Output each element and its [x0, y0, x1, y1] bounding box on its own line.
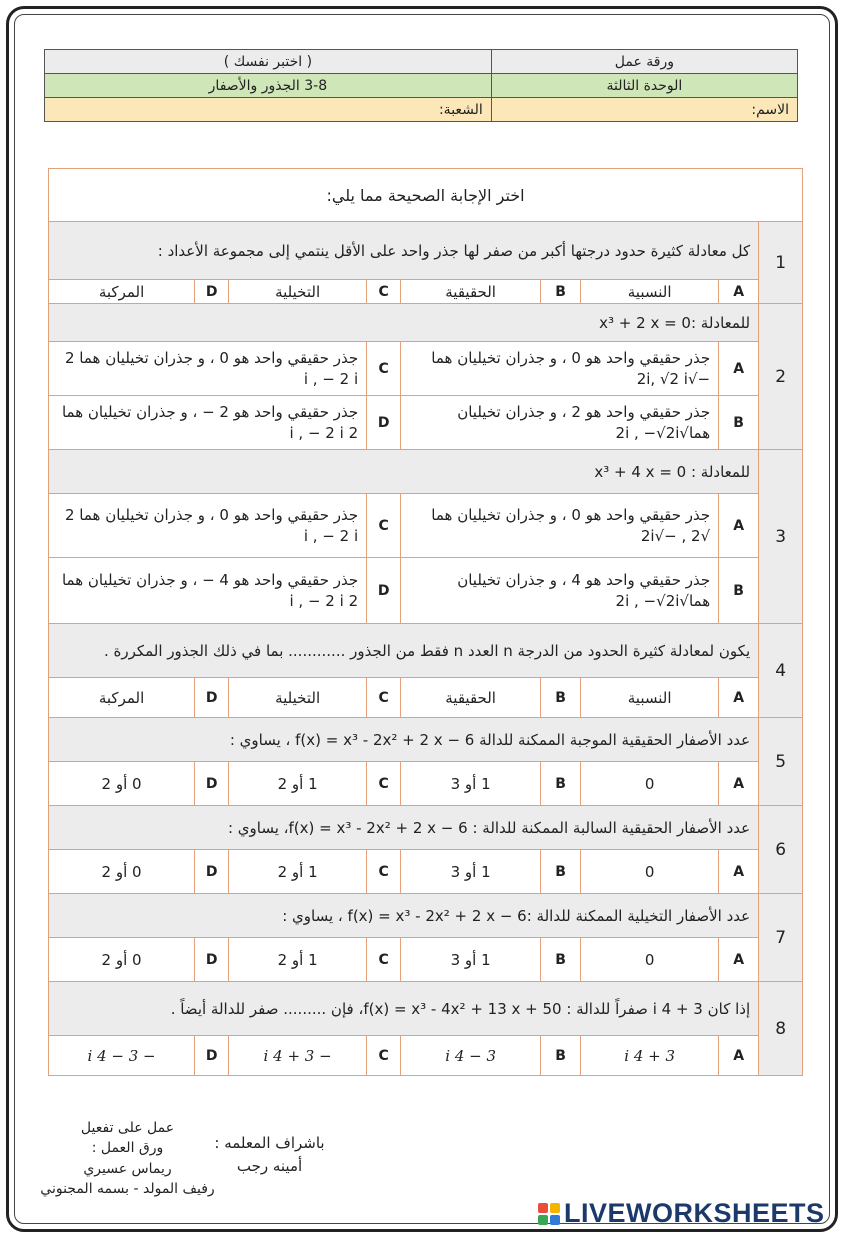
test-yourself-label: ( اختبر نفسك )	[45, 50, 492, 74]
question-number: 1	[759, 222, 803, 304]
question-text: عدد الأصفار الحقيقية السالبة الممكنة للدالة : f(x) = x³ - 2x² + 2 x − 6، يساوي :	[49, 806, 759, 850]
option-letter-d: D	[367, 558, 401, 624]
option-letter-b: B	[541, 280, 581, 304]
option-c[interactable]: 1 أو 2	[229, 762, 367, 806]
option-b[interactable]: جذر حقيقي واحد هو 4 ، و جذران تخيليان هما√2i , −√2i	[401, 558, 719, 624]
option-letter-c: C	[367, 1036, 401, 1076]
option-d[interactable]: 0 أو 2	[49, 938, 195, 982]
question-number: 6	[759, 806, 803, 894]
option-letter-b: B	[541, 938, 581, 982]
option-letter-a: A	[719, 762, 759, 806]
option-letter-a: A	[719, 1036, 759, 1076]
liveworksheets-logo[interactable]	[538, 1198, 825, 1229]
section-field[interactable]: الشعبة:	[45, 98, 492, 122]
option-letter-c: C	[367, 938, 401, 982]
option-c[interactable]: 1 أو 2	[229, 938, 367, 982]
option-letter-c: C	[367, 850, 401, 894]
question-number: 3	[759, 450, 803, 624]
option-a[interactable]: 0	[581, 762, 719, 806]
logo-text: LIVEWORKSHEETS	[564, 1198, 825, 1228]
option-c[interactable]: جذر حقيقي واحد هو 0 ، و جذران تخيليان هما 2 i , − 2 i	[49, 494, 367, 558]
option-letter-c: C	[367, 762, 401, 806]
name-field[interactable]: الاسم:	[491, 98, 797, 122]
option-letter-d: D	[195, 280, 229, 304]
option-d[interactable]: المركبة	[49, 280, 195, 304]
option-b[interactable]: 1 أو 3	[401, 762, 541, 806]
option-letter-d: D	[195, 762, 229, 806]
credits-teacher	[212, 1132, 327, 1177]
option-letter-a: A	[719, 494, 759, 558]
credits-line: رفيف المولد - بسمه المجنوني	[40, 1180, 215, 1197]
option-b[interactable]: جذر حقيقي واحد هو 2 ، و جذران تخيليان هما√2i , −√2i	[401, 396, 719, 450]
instruction: اختر الإجابة الصحيحة مما يلي:	[49, 169, 803, 222]
credits-line: ريماس عسيري	[83, 1160, 172, 1177]
questions-table	[48, 168, 803, 1076]
option-letter-b: B	[541, 1036, 581, 1076]
option-letter-c: C	[367, 494, 401, 558]
option-letter-d: D	[195, 850, 229, 894]
worksheet-label: ورقة عمل	[491, 50, 797, 74]
logo-icon	[538, 1203, 560, 1225]
option-a[interactable]: 0	[581, 850, 719, 894]
option-b[interactable]: الحقيقية	[401, 280, 541, 304]
option-letter-d: D	[367, 396, 401, 450]
option-letter-a: A	[719, 850, 759, 894]
question-text: كل معادلة كثيرة حدود درجتها أكبر من صفر لها جذر واحد على الأقل ينتمي إلى مجموعة الأعداد :	[49, 222, 759, 280]
option-a[interactable]: جذر حقيقي واحد هو 0 ، و جذران تخيليان هما −√2i, √2 i	[401, 342, 719, 396]
option-b[interactable]: 1 أو 3	[401, 850, 541, 894]
credits-line: أمينه رجب	[236, 1156, 303, 1175]
option-d[interactable]: المركبة	[49, 678, 195, 718]
lesson-title: 3-8 الجذور والأصفار	[45, 74, 492, 98]
option-a[interactable]: 3 + 4 i	[581, 1036, 719, 1076]
option-letter-a: A	[719, 938, 759, 982]
header-table	[44, 49, 798, 122]
option-a[interactable]: 0	[581, 938, 719, 982]
question-text: إذا كان 3 + 4 i صفراً للدالة : f(x) = x³ - 4x² + 13 x + 50، فإن ......... صفر للدالة أيضاً .	[49, 982, 759, 1036]
credits-line: ورق العمل :	[91, 1140, 164, 1157]
option-b[interactable]: 3 − 4 i	[401, 1036, 541, 1076]
option-c[interactable]: − 3 + 4 i	[229, 1036, 367, 1076]
question-text: للمعادلة : x³ + 4 x = 0	[49, 450, 759, 494]
unit-label: الوحدة الثالثة	[491, 74, 797, 98]
credits-line: عمل على تفعيل	[80, 1120, 175, 1136]
option-d[interactable]: 0 أو 2	[49, 762, 195, 806]
question-number: 2	[759, 304, 803, 450]
option-b[interactable]: الحقيقية	[401, 678, 541, 718]
question-number: 4	[759, 624, 803, 718]
option-letter-b: B	[719, 558, 759, 624]
option-letter-d: D	[195, 678, 229, 718]
question-number: 8	[759, 982, 803, 1076]
option-letter-a: A	[719, 342, 759, 396]
question-text: يكون لمعادلة كثيرة الحدود من الدرجة n العدد n فقط من الجذور ............ بما في ذلك الجذور المكررة .	[49, 624, 759, 678]
question-text: عدد الأصفار التخيلية الممكنة للدالة :f(x) = x³ - 2x² + 2 x − 6 ، يساوي :	[49, 894, 759, 938]
option-letter-c: C	[367, 678, 401, 718]
option-d[interactable]: 0 أو 2	[49, 850, 195, 894]
option-c[interactable]: التخيلية	[229, 678, 367, 718]
option-a[interactable]: النسبية	[581, 280, 719, 304]
option-d[interactable]: جذر حقيقي واحد هو 2 − ، و جذران تخيليان هما 2 i , − 2 i	[49, 396, 367, 450]
credits-students	[40, 1118, 215, 1199]
option-letter-b: B	[541, 678, 581, 718]
option-d[interactable]: − 3 − 4 i	[49, 1036, 195, 1076]
option-letter-b: B	[719, 396, 759, 450]
credits-line: باشراف المعلمه :	[214, 1134, 325, 1152]
question-text: عدد الأصفار الحقيقية الموجبة الممكنة للدالة f(x) = x³ - 2x² + 2 x − 6 ، يساوي :	[49, 718, 759, 762]
option-b[interactable]: 1 أو 3	[401, 938, 541, 982]
option-letter-b: B	[541, 762, 581, 806]
question-number: 7	[759, 894, 803, 982]
option-d[interactable]: جذر حقيقي واحد هو 4 − ، و جذران تخيليان هما 2 i , − 2 i	[49, 558, 367, 624]
option-letter-d: D	[195, 1036, 229, 1076]
option-letter-a: A	[719, 280, 759, 304]
option-letter-d: D	[195, 938, 229, 982]
option-letter-a: A	[719, 678, 759, 718]
option-a[interactable]: النسبية	[581, 678, 719, 718]
question-number: 5	[759, 718, 803, 806]
option-c[interactable]: 1 أو 2	[229, 850, 367, 894]
option-a[interactable]: جذر حقيقي واحد هو 0 ، و جذران تخيليان هما √2 , −√2i	[401, 494, 719, 558]
question-text: للمعادلة :x³ + 2 x = 0	[49, 304, 759, 342]
option-letter-c: C	[367, 280, 401, 304]
option-letter-b: B	[541, 850, 581, 894]
option-c[interactable]: التخيلية	[229, 280, 367, 304]
option-c[interactable]: جذر حقيقي واحد هو 0 ، و جذران تخيليان هما 2 i , − 2 i	[49, 342, 367, 396]
option-letter-c: C	[367, 342, 401, 396]
